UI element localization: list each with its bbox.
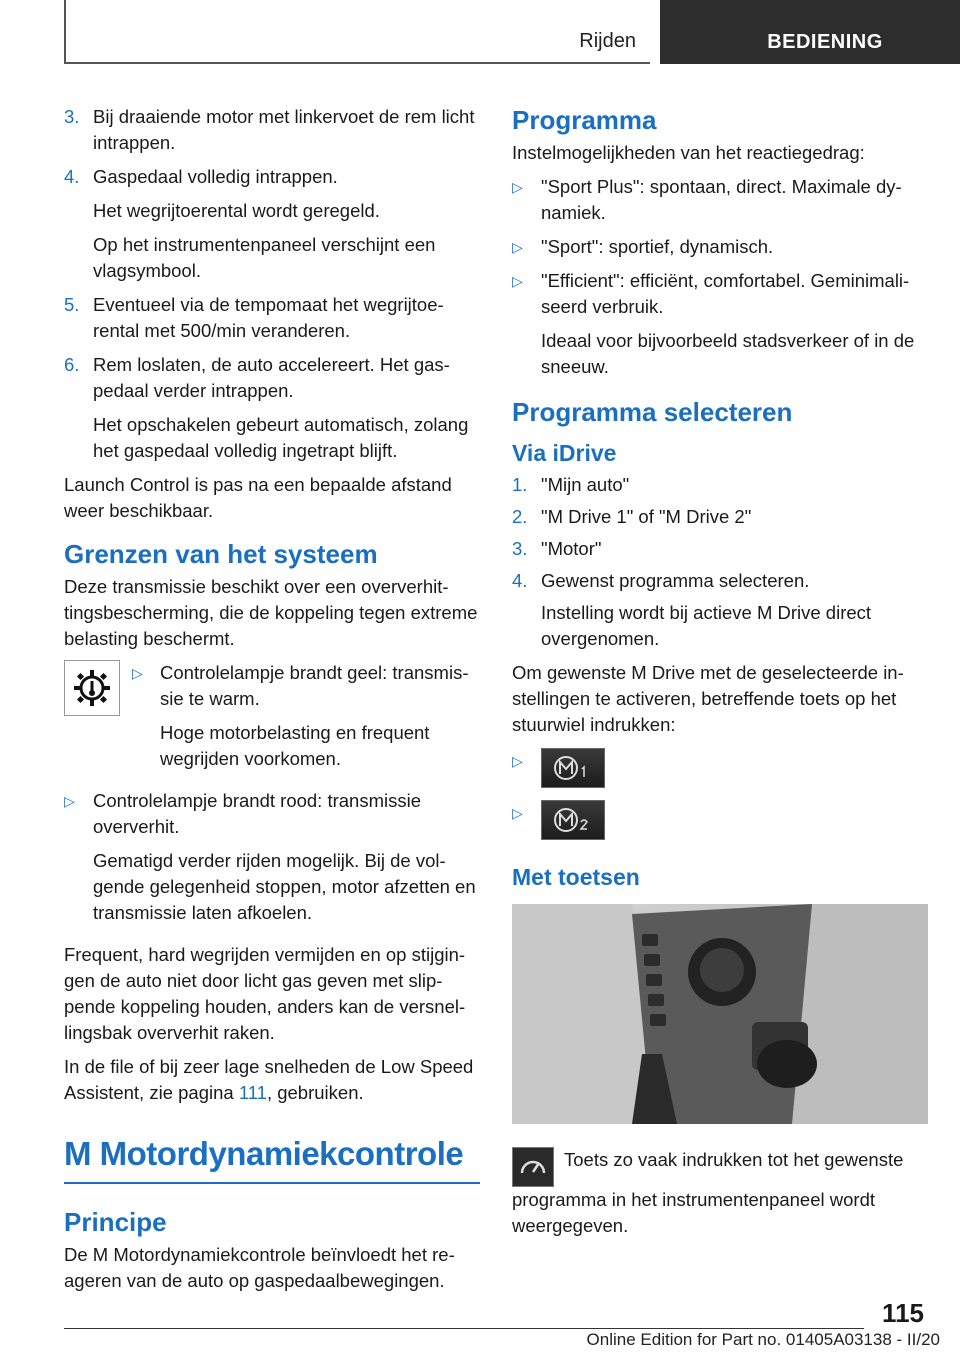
frequent-paragraph: Frequent, hard wegrijden vermijden en op stijgingen de auto niet door licht gas geven met slippende koppeling houden, anders kan de versnellingsbak oververhit raken.: [64, 944, 466, 1043]
idrive-step: [512, 504, 928, 530]
transmission-temperature-icon: [64, 660, 120, 716]
footer-edition: Online Edition for Part no. 01405A03138 - II/20: [586, 1330, 940, 1349]
m1-button-icon: [541, 748, 605, 788]
header-rule-bottom: [64, 62, 650, 64]
step-text: "M Drive 1" of "M Drive 2": [541, 506, 752, 527]
step-4-sub-1: Het wegrijtoerental wordt geregeld.: [93, 200, 380, 221]
idrive-step: [512, 536, 928, 562]
triangle-bullet-icon: ▷: [512, 273, 523, 289]
step-5: [64, 292, 480, 344]
triangle-bullet-icon: ▷: [512, 179, 523, 195]
triangle-bullet-icon: ▷: [132, 665, 143, 681]
m1-button-item: [512, 748, 928, 792]
limits-intro: Deze transmissie beschikt over een oververhittingsbescherming, die de koppeling tegen extreme belasting beschermt.: [64, 576, 478, 649]
program-item: [512, 174, 928, 226]
toets-text: Toets zo vaak indrukken tot het gewenste programma in het instrumentenpaneel wordt weergegeven.: [512, 1149, 904, 1236]
warning-red-text: Controlelampje brandt rood: transmissie oververhit.: [93, 790, 422, 837]
m2-button-icon: [541, 800, 605, 840]
m2-button-item: [512, 800, 928, 844]
triangle-bullet-icon: ▷: [512, 239, 523, 255]
step-4: [64, 164, 480, 190]
program-item-sub: Ideaal voor bijvoorbeeld stadsverkeer of in de sneeuw.: [541, 330, 915, 377]
step-number: 4.: [512, 570, 528, 591]
step-text: "Mijn auto": [541, 474, 630, 495]
warning-red-sub: Gematigd verder rijden mogelijk. Bij de volgende gelegenheid stoppen, motor afzetten en transmissie laten afkoelen.: [93, 850, 476, 923]
header-rule-left: [64, 0, 66, 64]
section-label: Rijden: [579, 30, 636, 52]
step-number: 5.: [64, 294, 80, 315]
warning-yellow-sub: Hoge motorbelasting en frequent wegrijden voorkomen.: [160, 722, 430, 769]
step-text: Eventueel via de tempomaat het wegrijtoerental met 500/min veranderen.: [93, 294, 444, 341]
triangle-bullet-icon: ▷: [64, 793, 75, 809]
program-intro: Instelmogelijkheden van het reactiegedrag:: [512, 142, 865, 163]
footer-rule: [64, 1328, 864, 1329]
program-item-text: "Sport Plus": spontaan, direct. Maximale dynamiek.: [541, 176, 902, 223]
warning-yellow: [132, 660, 480, 712]
idrive-step-sub: Instelling wordt bij actieve M Drive direct overgenomen.: [541, 602, 872, 649]
step-number: 3.: [64, 106, 80, 127]
step-6-sub-1: Het opschakelen gebeurt automatisch, zolang het gaspedaal volledig ingetrapt blijft.: [93, 414, 469, 461]
program-item-text: "Sport": sportief, dynamisch.: [541, 236, 774, 257]
program-heading: Programma: [512, 105, 657, 135]
file-text: In de file of bij zeer lage snelheden de Low Speed Assistent, zie pagina: [64, 1056, 474, 1103]
main-heading: M Motordynamiekcontrole: [64, 1132, 480, 1184]
step-number: 3.: [512, 538, 528, 559]
step-4-sub-2: Op het instrumentenpaneel verschijnt een vlagsymbool.: [93, 234, 436, 281]
program-item-text: "Efficient": efficiënt, comfortabel. Geminimaliseerd verbruik.: [541, 270, 910, 317]
center-console-photo: [512, 904, 928, 1124]
warning-yellow-text: Controlelampje brandt geel: transmissie te warm.: [160, 662, 469, 709]
select-heading: Programma selecteren: [512, 397, 793, 427]
step-number: 2.: [512, 506, 528, 527]
toets-block: [512, 1147, 928, 1239]
idrive-step: [512, 568, 928, 594]
triangle-bullet-icon: ▷: [512, 805, 523, 821]
step-number: 6.: [64, 354, 80, 375]
right-column: [512, 104, 928, 1239]
step-text: "Motor": [541, 538, 602, 559]
launch-note: Launch Control is pas na een bepaalde afstand weer beschikbaar.: [64, 474, 452, 521]
page-number: 115: [882, 1298, 924, 1328]
file-paragraph: [64, 1054, 480, 1106]
warning-yellow-block: [64, 660, 480, 780]
speedometer-icon: [512, 1147, 554, 1187]
limits-heading: Grenzen van het systeem: [64, 539, 378, 569]
step-number: 1.: [512, 474, 528, 495]
buttons-heading: Met toetsen: [512, 864, 640, 890]
principle-text: De M Motordynamiekcontrole beïnvloedt het reageren van de auto op gaspedaalbewegingen.: [64, 1244, 455, 1291]
chapter-label: BEDIENING: [767, 31, 883, 53]
step-text: Rem loslaten, de auto accelereert. Het gaspedaal verder intrappen.: [93, 354, 450, 401]
step-3: [64, 104, 480, 156]
step-text: Gaspedaal volledig intrappen.: [93, 166, 338, 187]
mdrive-text: Om gewenste M Drive met de geselecteerde instellingen te activeren, betreffende toets op het stuurwiel indrukken:: [512, 662, 904, 735]
chapter-tab: [660, 0, 960, 64]
warning-red: [64, 788, 480, 840]
left-column: [64, 104, 480, 1302]
triangle-bullet-icon: ▷: [512, 753, 523, 769]
step-text: Gewenst programma selecteren.: [541, 570, 810, 591]
principle-heading: Principe: [64, 1207, 167, 1237]
program-item: [512, 234, 928, 260]
step-text: Bij draaiende motor met linkervoet de rem licht intrappen.: [93, 106, 475, 153]
idrive-heading: Via iDrive: [512, 440, 617, 466]
file-text-end: , gebruiken.: [266, 1082, 364, 1103]
idrive-step: [512, 472, 928, 498]
step-6: [64, 352, 480, 404]
page-link[interactable]: 111: [238, 1082, 267, 1103]
step-number: 4.: [64, 166, 80, 187]
program-item: [512, 268, 928, 320]
